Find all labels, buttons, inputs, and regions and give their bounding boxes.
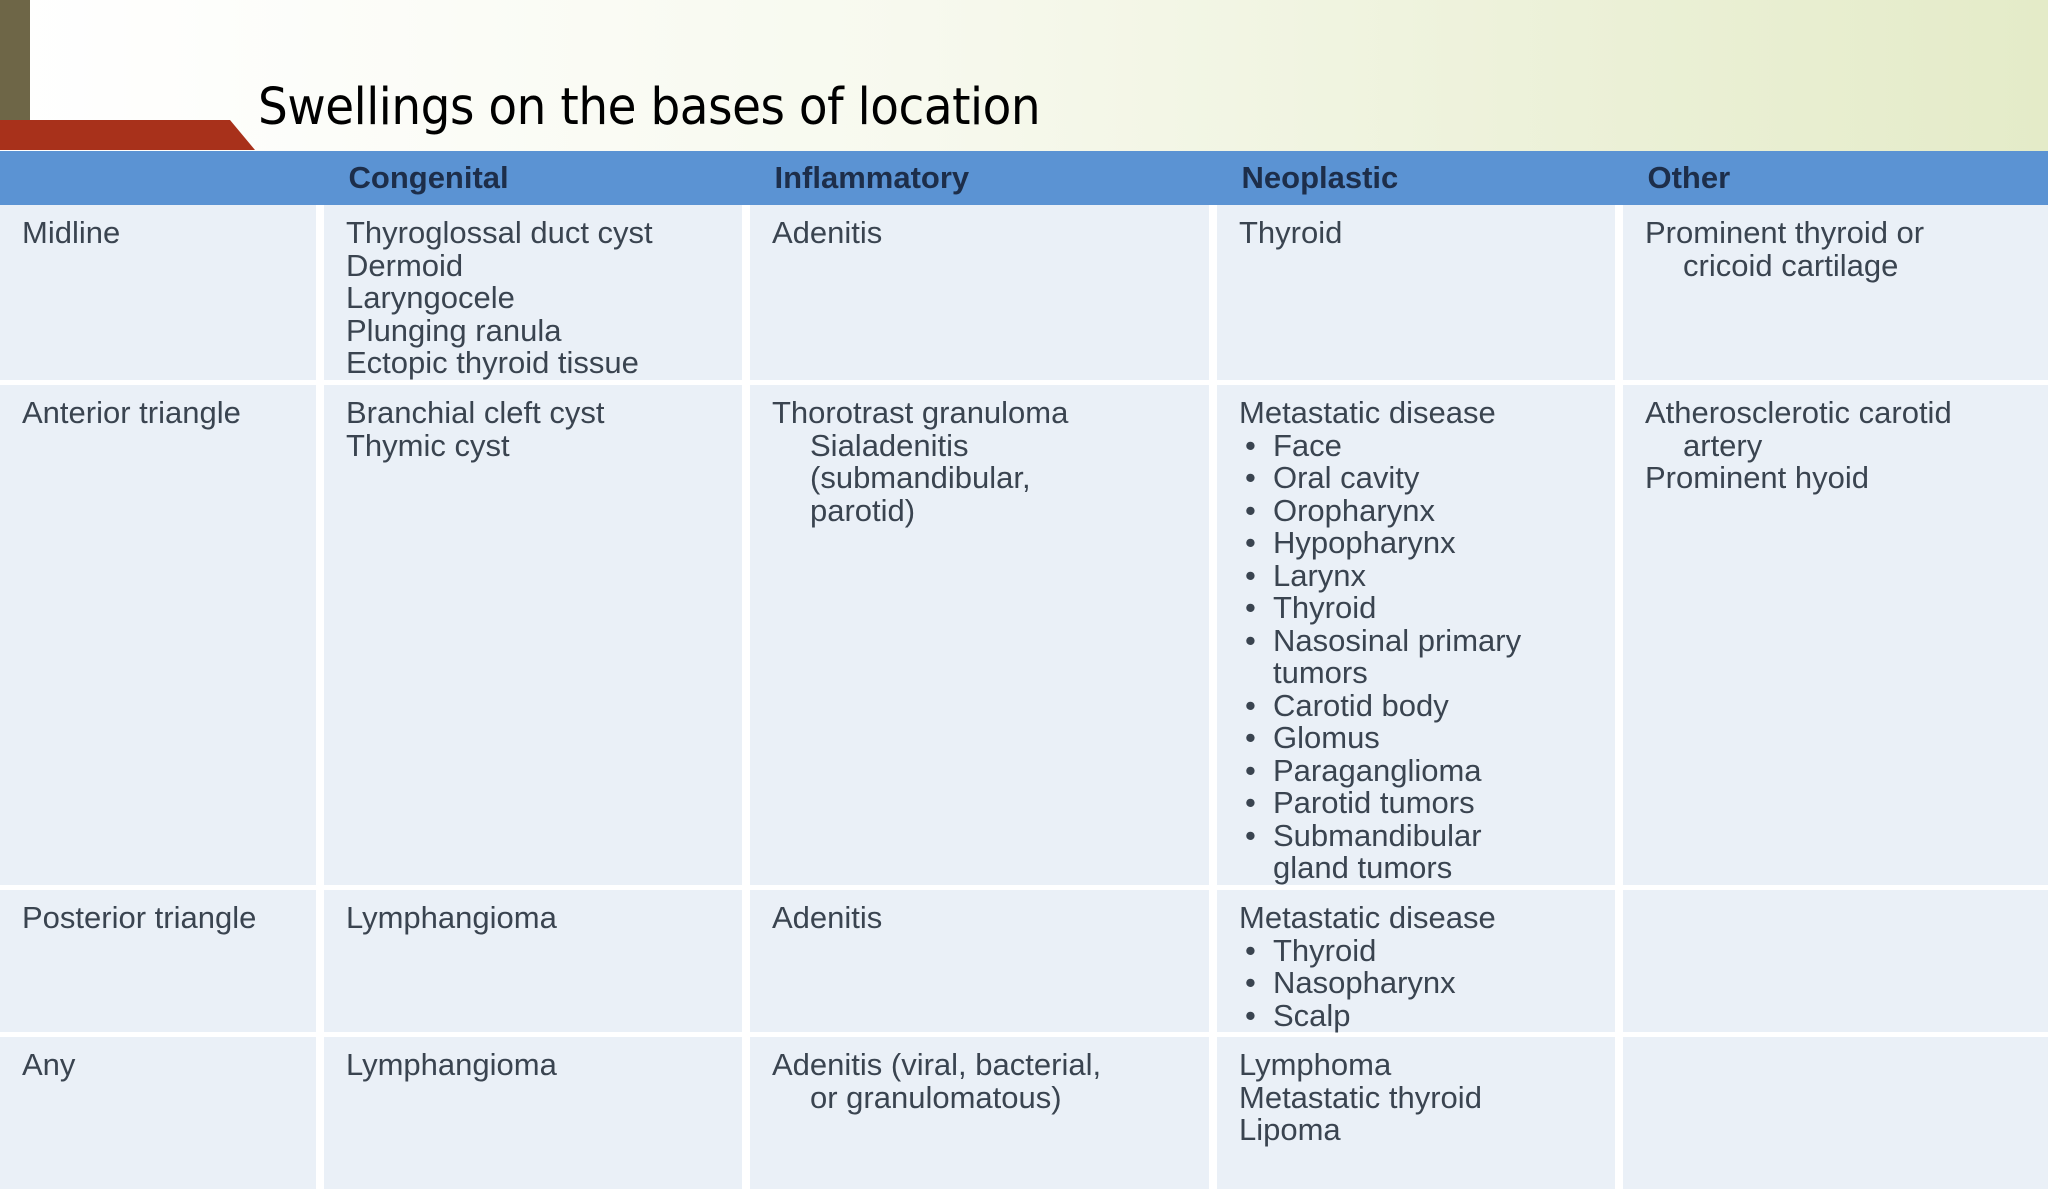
cell-line: Lymphangioma	[346, 900, 557, 935]
cell-congenital	[320, 1035, 746, 1192]
location-label: Midline	[22, 215, 121, 250]
cell-line: Dermoid	[346, 247, 464, 283]
cell-location	[0, 1035, 320, 1192]
cell-location	[0, 383, 320, 888]
table-header-row	[0, 151, 2048, 205]
cell-neoplastic	[1213, 205, 1619, 383]
cell-line: Laryngocele	[346, 280, 515, 315]
cell-line: Adenitis (viral, bacterial,	[772, 1047, 1102, 1082]
cell-line: Ectopic thyroid tissue	[346, 345, 639, 380]
table-row-midline	[0, 205, 2048, 383]
bullet-continuation: gland tumors	[1273, 850, 1453, 885]
bullet-item: • Carotid body	[1239, 690, 1607, 723]
cell-line: Sialadenitis	[810, 427, 969, 463]
location-label: Posterior triangle	[22, 900, 257, 935]
cell-inflammatory	[746, 1035, 1213, 1192]
bullet-item: • Larynx	[1239, 560, 1607, 593]
cell-line: Thyroid	[1239, 215, 1343, 250]
table-row-any	[0, 1035, 2048, 1192]
cell-line: or granulomatous)	[810, 1079, 1062, 1115]
cell-line: Adenitis	[772, 215, 883, 250]
bullet-item: • Thyroid	[1239, 935, 1607, 968]
cell-line: Thymic cyst	[346, 427, 510, 463]
cell-line: Thorotrast granuloma	[772, 395, 1069, 430]
bullet-item: • Nasosinal primary	[1239, 625, 1607, 658]
cell-heading: Metastatic disease	[1239, 395, 1496, 430]
cell-inflammatory	[746, 205, 1213, 383]
bullet-item: • Scalp	[1239, 1000, 1607, 1033]
accent-bar-decoration	[0, 0, 30, 122]
cell-line: Prominent thyroid or	[1645, 215, 1925, 250]
cell-line: Branchial cleft cyst	[346, 395, 605, 430]
bullet-item: • Submandibular	[1239, 820, 1607, 853]
cell-line: Thyroglossal duct cyst	[346, 215, 653, 250]
cell-neoplastic	[1213, 383, 1619, 888]
cell-other	[1619, 383, 2048, 888]
cell-other	[1619, 1035, 2048, 1192]
bullet-item: • Parotid tumors	[1239, 787, 1607, 820]
cell-heading: Metastatic disease	[1239, 900, 1496, 935]
header-other: Other	[1619, 151, 2048, 205]
bullet-item: • Face	[1239, 430, 1607, 463]
cell-line: Lymphoma	[1239, 1047, 1392, 1082]
cell-line: artery	[1683, 427, 1763, 463]
table-row-anterior-triangle	[0, 383, 2048, 888]
bullet-continuation: tumors	[1273, 655, 1368, 690]
header-location	[0, 151, 320, 205]
cell-congenital	[320, 888, 746, 1035]
cell-line: Prominent hyoid	[1645, 460, 1870, 495]
header-congenital: Congenital	[320, 151, 746, 205]
cell-line: Lipoma	[1239, 1112, 1341, 1147]
cell-location	[0, 888, 320, 1035]
cell-line: Lymphangioma	[346, 1047, 557, 1082]
cell-line: parotid)	[810, 492, 916, 528]
header-inflammatory: Inflammatory	[746, 151, 1213, 205]
cell-neoplastic	[1213, 888, 1619, 1035]
cell-location	[0, 205, 320, 383]
header-neoplastic: Neoplastic	[1213, 151, 1619, 205]
location-label: Any	[22, 1047, 76, 1082]
bullet-item: • Thyroid	[1239, 592, 1607, 625]
cell-line: Metastatic thyroid	[1239, 1079, 1482, 1115]
bullet-item: • Paraganglioma	[1239, 755, 1607, 788]
cell-line: Atherosclerotic carotid	[1645, 395, 1952, 430]
cell-inflammatory	[746, 888, 1213, 1035]
cell-line: cricoid cartilage	[1683, 247, 1899, 283]
location-label: Anterior triangle	[22, 395, 241, 430]
cell-congenital	[320, 205, 746, 383]
accent-ribbon-decoration	[0, 120, 255, 150]
bullet-item: • Oropharynx	[1239, 495, 1607, 528]
bullet-item: • Glomus	[1239, 722, 1607, 755]
cell-congenital	[320, 383, 746, 888]
cell-line: (submandibular,	[810, 460, 1031, 495]
cell-other	[1619, 888, 2048, 1035]
slide-title: Swellings on the bases of location	[258, 78, 1041, 137]
table-row-posterior-triangle	[0, 888, 2048, 1035]
swellings-table-container	[0, 151, 2048, 1152]
bullet-item: • Nasopharynx	[1239, 967, 1607, 1000]
swellings-table	[0, 151, 2048, 1194]
cell-line: Adenitis	[772, 900, 883, 935]
bullet-item: • Hypopharynx	[1239, 527, 1607, 560]
cell-inflammatory	[746, 383, 1213, 888]
cell-other	[1619, 205, 2048, 383]
cell-line: Plunging ranula	[346, 312, 562, 348]
cell-neoplastic	[1213, 1035, 1619, 1192]
bullet-item: • Oral cavity	[1239, 462, 1607, 495]
